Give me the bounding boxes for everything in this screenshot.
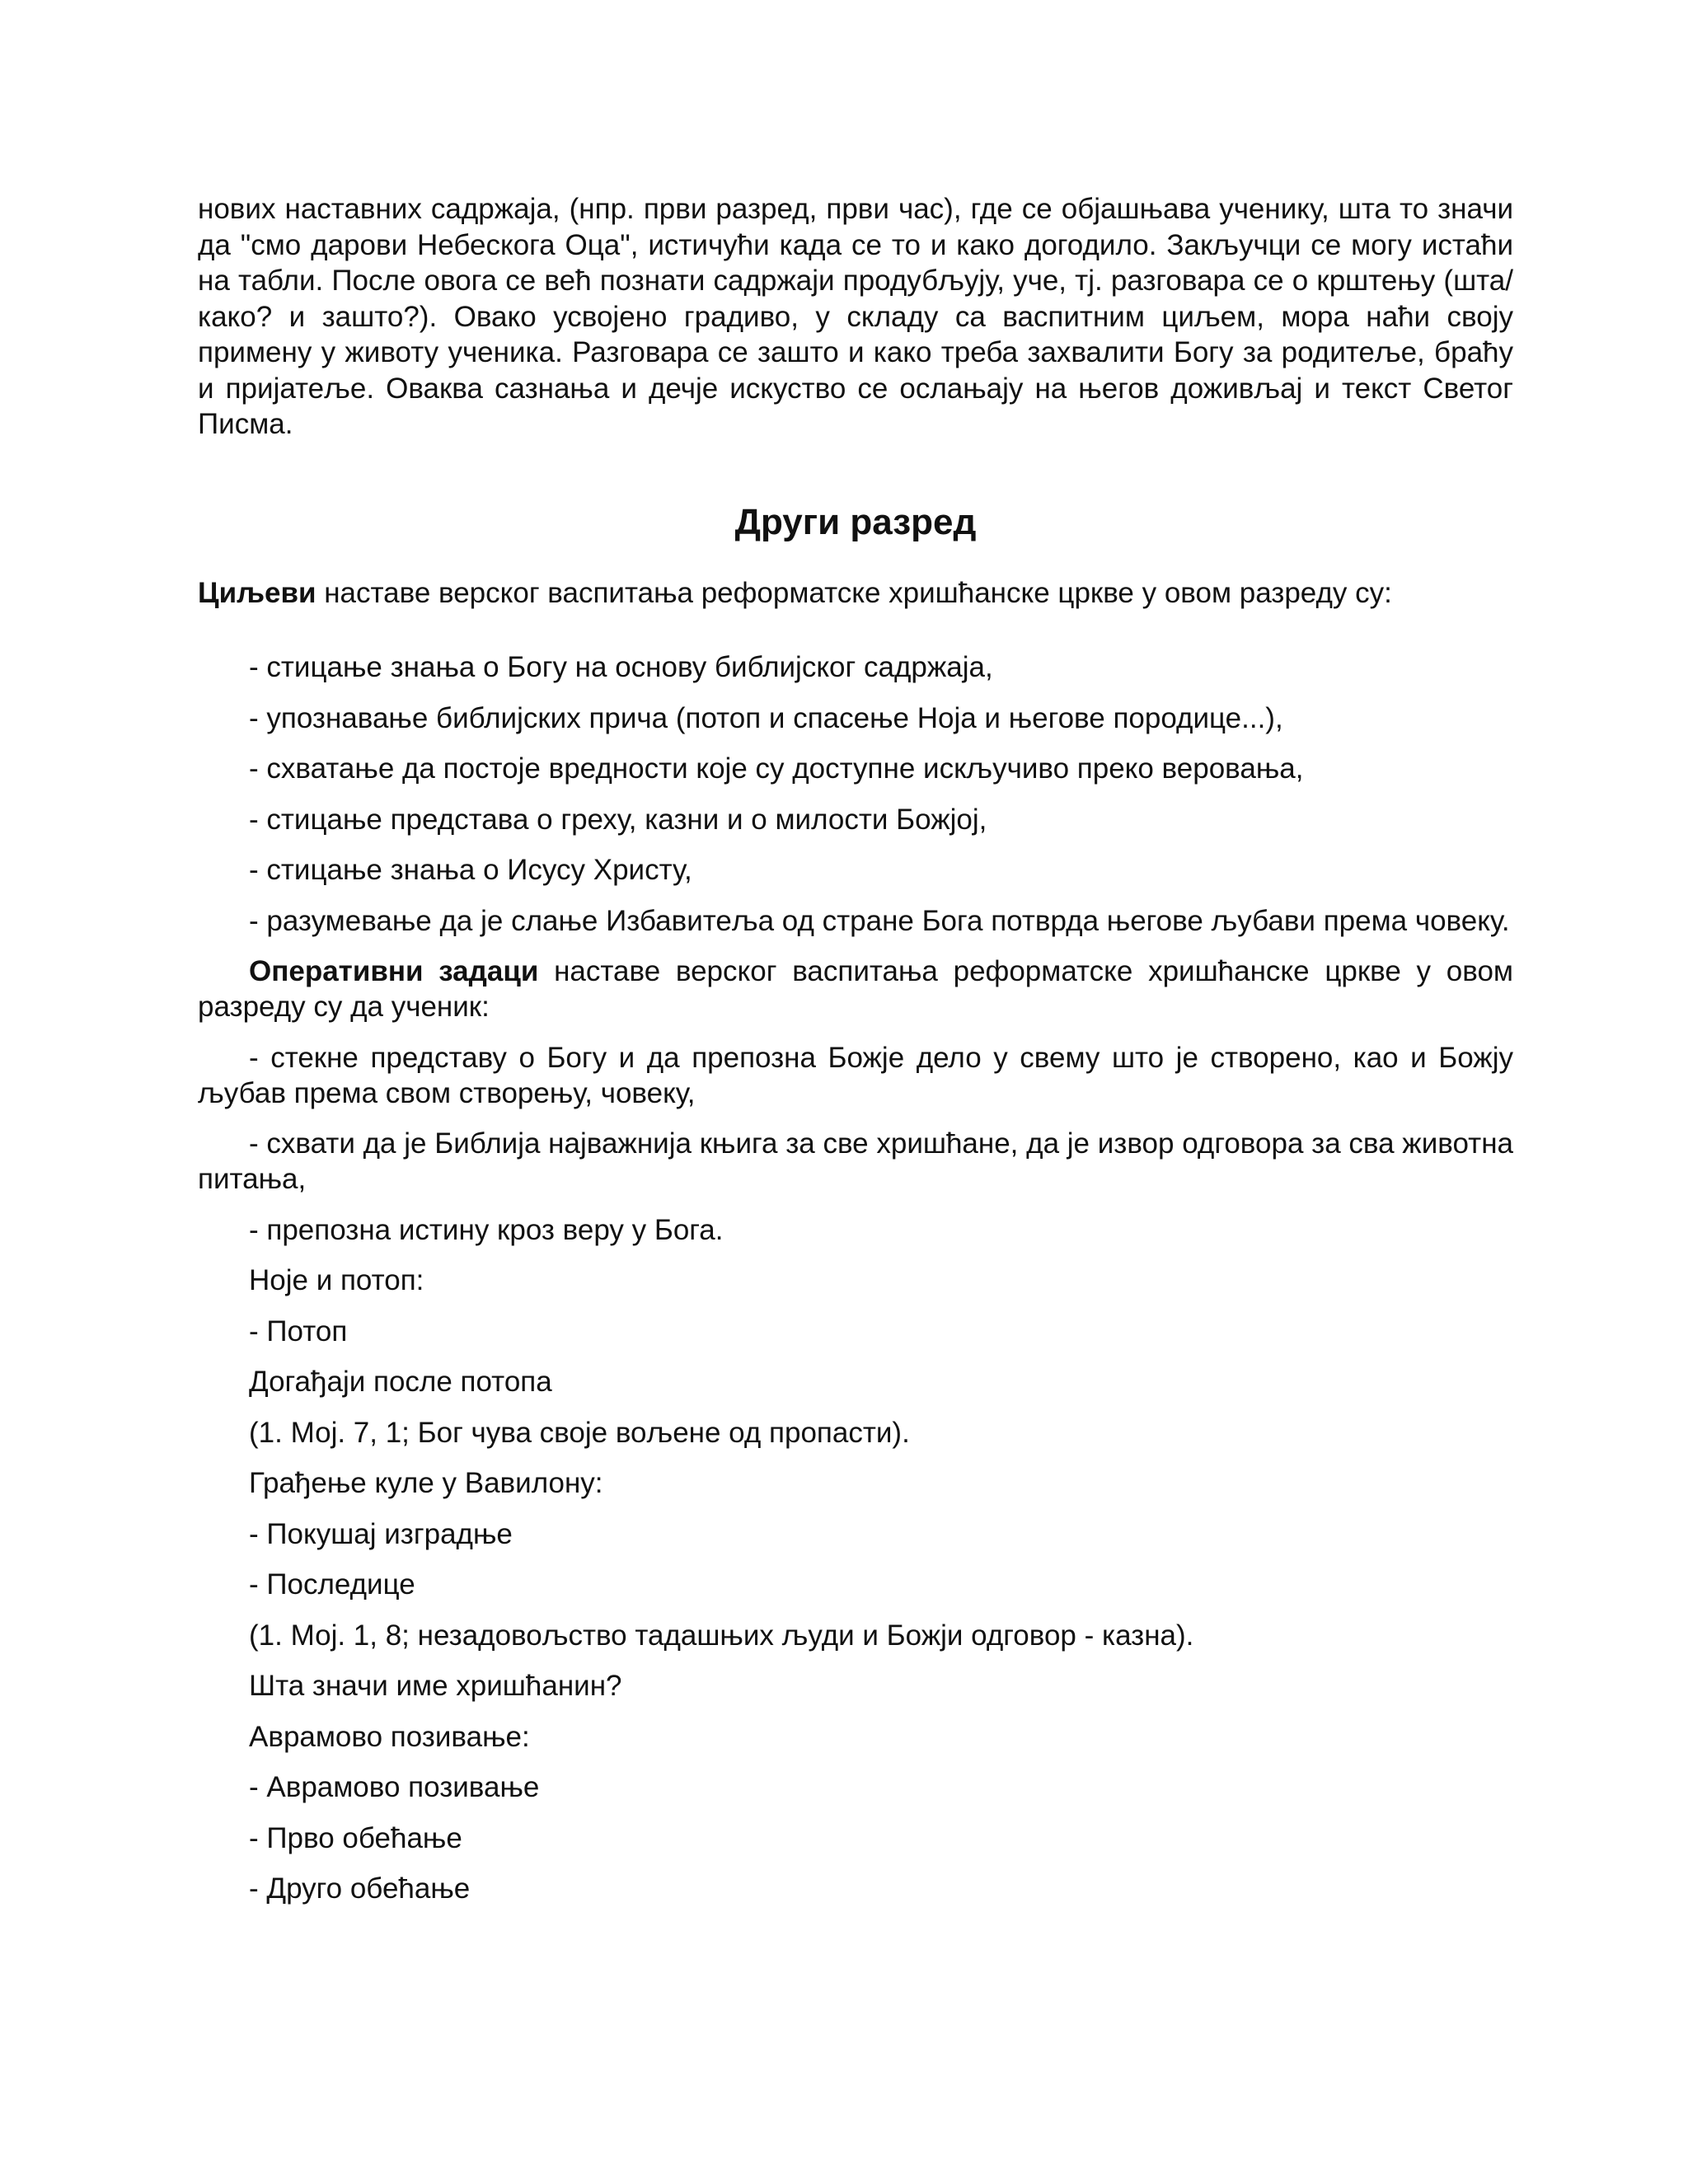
list-item-text: Ноје и потоп:	[249, 1264, 424, 1296]
tasks-text: наставе верског васпитања реформатске хришћанске цркве у овом разреду су да ученик:	[198, 955, 1513, 1023]
list-item	[198, 1618, 1513, 1653]
list-item	[198, 1364, 1513, 1399]
list-item-text: - схватање да постоје вредности које су доступне искључиво преко веровања,	[249, 752, 1304, 785]
list-item	[198, 1719, 1513, 1755]
list-item-text: (1. Мој. 7, 1; Бог чува своје вољене од пропасти).	[249, 1416, 910, 1449]
list-item	[198, 1415, 1513, 1451]
tasks-label: Оперативни задаци	[249, 955, 539, 987]
list-item-text: - Прво обећање	[249, 1821, 462, 1854]
list-item	[198, 1567, 1513, 1602]
list-item	[198, 903, 1513, 939]
list-item	[198, 701, 1513, 736]
list-item	[198, 1465, 1513, 1501]
list-item-text: - Покушај изградње	[249, 1517, 513, 1550]
tasks-paragraph	[198, 954, 1513, 1024]
list-item-text: Догађаји после потопа	[249, 1366, 552, 1398]
intro-paragraph: нових наставних садржаја, (нпр. први разред, први час), где се објашњава ученику, шта то значи да "смо дарови Небескога Оца", истичући када се то и како догодило. Закључци се могу истаћи на табли. После овога се већ познати садржаји продубљују, уче, тј. разговара се о крштењу (шта/ како? и зашто?). Овако усвојено градиво, у складу са васпитним циљем, мора наћи своју примену у животу ученика. Разговара се зашто и како треба захвалити Богу за родитеље, браћу и пријатеље. Оваква сазнања и дечје искуство се ослањају на његов доживљај и текст Светог Писма.	[198, 193, 1513, 440]
list-item	[198, 751, 1513, 786]
goals-label: Циљеви	[198, 577, 316, 609]
list-item-text: Шта значи име хришћанин?	[249, 1670, 622, 1702]
list-item	[198, 852, 1513, 888]
list-item	[198, 1126, 1513, 1197]
list-item	[198, 1314, 1513, 1349]
list-item-text: - стекне представу о Богу и да препозна Божје дело у свему што је створено, као и Божју љубав према свом створењу, човеку,	[198, 1041, 1513, 1109]
list-item	[198, 1516, 1513, 1552]
list-item-text: - схвати да је Библија најважнија књига за све хришћане, да је извор одговора за сва животна питања,	[198, 1127, 1513, 1195]
content-list	[198, 649, 1513, 1922]
list-item-text: - препозна истину кроз веру у Бога.	[249, 1213, 724, 1246]
list-item-text: Грађење куле у Вавилону:	[249, 1467, 603, 1499]
list-item-text: Аврамово позивање:	[249, 1720, 530, 1753]
list-item-text: - стицање представа о греху, казни и о милости Божјој,	[249, 803, 987, 836]
list-item	[198, 1821, 1513, 1856]
goals-text: наставе верског васпитања реформатске хришћанске цркве у овом разреду су:	[316, 577, 1392, 609]
list-item	[198, 649, 1513, 685]
list-item	[198, 1263, 1513, 1298]
list-item	[198, 1212, 1513, 1248]
list-item-text: - стицање знања о Исусу Христу,	[249, 854, 692, 886]
list-item-text: - разумевање да је слање Избавитеља од стране Бога потврда његове љубави према човеку.	[249, 904, 1510, 937]
list-item	[198, 802, 1513, 837]
list-item-text: - Аврамово позивање	[249, 1771, 540, 1803]
list-item-text: - стицање знања о Богу на основу библијског садржаја,	[249, 651, 993, 683]
list-item-text: - Потоп	[249, 1315, 348, 1347]
section-heading: Други разред	[734, 502, 977, 542]
list-item	[198, 1871, 1513, 1906]
list-item	[198, 1040, 1513, 1111]
document-page	[198, 191, 1513, 1905]
list-item-text: - Друго обећање	[249, 1872, 471, 1905]
list-item	[198, 1668, 1513, 1704]
list-item-text: - Последице	[249, 1568, 415, 1601]
list-item-text: (1. Мој. 1, 8; незадовољство тадашњих људи и Божји одговор - казна).	[249, 1619, 1194, 1652]
list-item-text: - упознавање библијских прича (потоп и спасење Ноја и његове породице...),	[249, 701, 1283, 734]
list-item	[198, 1769, 1513, 1805]
goals-paragraph	[198, 575, 1513, 612]
